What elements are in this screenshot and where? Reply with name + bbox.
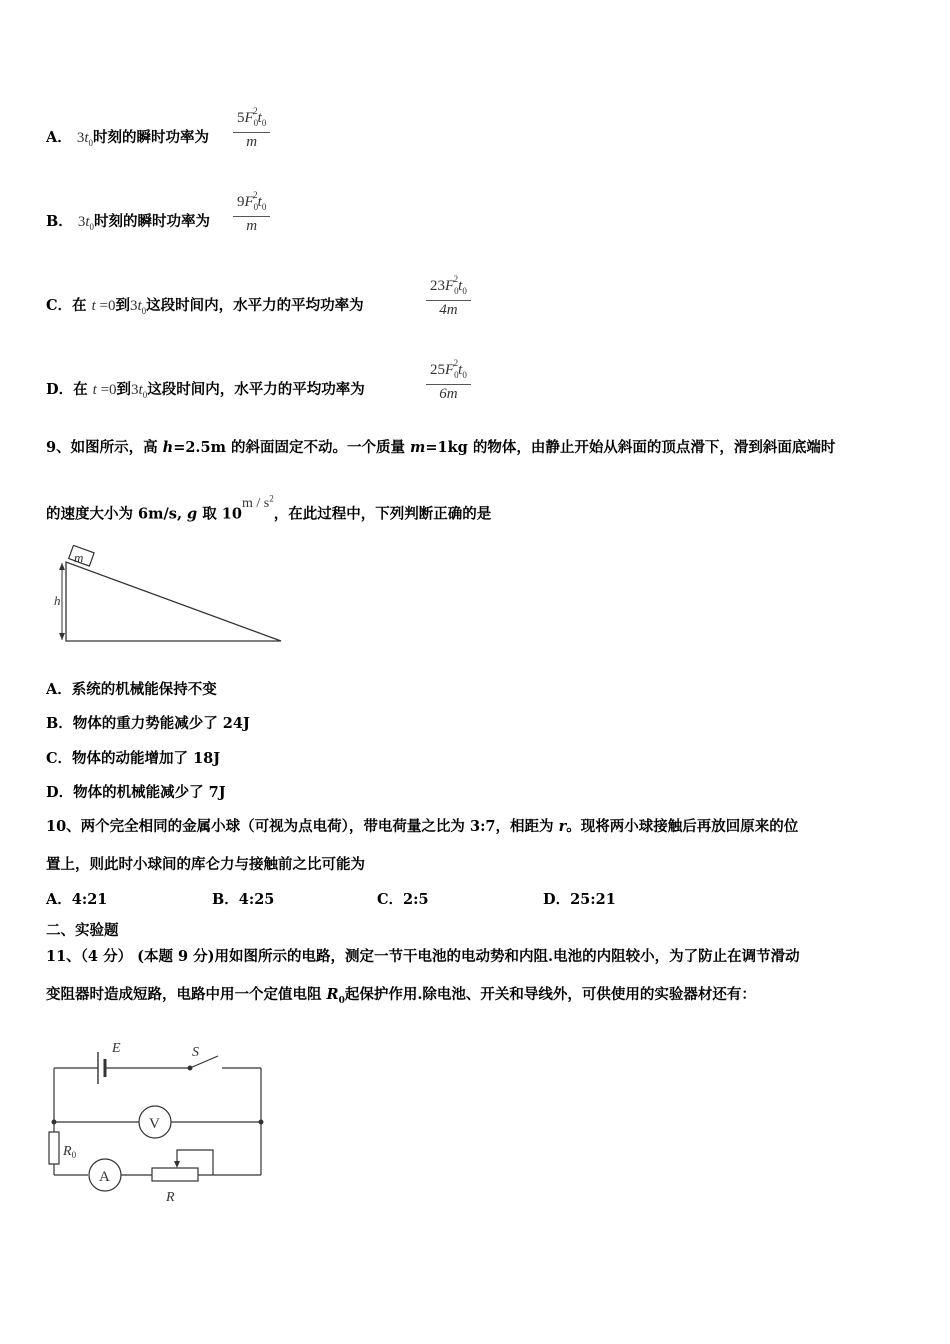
battery-label: E [112, 1041, 121, 1056]
time-expression: $3t_0$ [76, 130, 93, 148]
resistor-r0 [49, 1132, 59, 1164]
section-heading: 二、实验题 [46, 922, 119, 939]
q9-option-a: A．系统的机械能保持不变 [46, 681, 217, 698]
q8-option-d: D．在 t =0到$3t_0$这段时间内，水平力的平均功率为 [46, 381, 365, 400]
voltmeter-label: V [149, 1116, 160, 1132]
rheostat-slider [177, 1150, 213, 1175]
t-zero-expression: t =0 [92, 382, 117, 398]
t-zero-expression: t =0 [91, 298, 116, 314]
q10-option-a: A．4:21 [46, 891, 108, 908]
block-label: m [74, 550, 84, 565]
incline-figure [40, 545, 290, 647]
q9-option-d: D．物体的机械能减少了 7J [46, 784, 226, 801]
time-expression: $3t_0$ [130, 298, 147, 316]
q8-b-fraction: $\frac{9F_0^2t_0}{m}$ [233, 188, 270, 235]
q10-option-b: B．4:25 [212, 891, 275, 908]
q8-option-c: C．在 t =0到$3t_0$这段时间内，水平力的平均功率为 [46, 297, 364, 316]
incline-triangle [66, 562, 281, 641]
q8-c-fraction: $\frac{23F_0^2t_0}{4m}$ [426, 272, 471, 319]
q9-option-c: C．物体的动能增加了 18J [46, 750, 221, 767]
q10-stem-line1: 10、两个完全相同的金属小球（可视为点电荷），带电荷量之比为 3:7，相距为 r。现将两小球接触后再放回原来的位 [46, 818, 799, 835]
rheostat [152, 1168, 198, 1181]
q8-option-a: A． $3t_0$时刻的瞬时功率为 [46, 129, 209, 148]
q9-option-b: B．物体的重力势能减少了 24J [46, 715, 250, 732]
time-expression: $3t_0$ [131, 382, 148, 400]
q11-stem-line1: 11、（4 分） (本题 9 分)用如图所示的电路，测定一节干电池的电动势和内阻.电池的内阻较小，为了防止在调节滑动 [46, 948, 800, 965]
unit-expression: m / $s^2$ [241, 493, 274, 511]
q9-stem-line1: 9、如图所示，高 h=2.5m 的斜面固定不动。一个质量 m=1kg 的物体，由静止开始从斜面的顶点滑下，滑到斜面底端时 [46, 439, 836, 456]
q8-a-fraction: $\frac{5F_0^2t_0}{m}$ [233, 104, 270, 151]
ammeter-label: A [99, 1169, 110, 1185]
q10-option-d: D．25:21 [543, 891, 616, 908]
r0-label: $R_0$ [63, 1144, 77, 1160]
q8-option-b: B． $3t_0$时刻的瞬时功率为 [46, 213, 210, 232]
q8-d-fraction: $\frac{25F_0^2t_0}{6m}$ [426, 356, 471, 403]
rheostat-label: R [166, 1190, 175, 1205]
q9-stem-line2: 的速度大小为 6m/s, g 取 $10m / s^2$，在此过程中，下列判断正确的是 [46, 493, 492, 523]
q10-stem-line2: 置上，则此时小球间的库仑力与接触前之比可能为 [46, 856, 365, 873]
q10-option-c: C．2:5 [377, 891, 429, 908]
height-label: h [54, 593, 61, 608]
circuit-figure [40, 1030, 280, 1215]
time-expression: $3t_0$ [77, 214, 94, 232]
q11-stem-line2: 变阻器时造成短路，电路中用一个定值电阻 $R_0$起保护作用.除电池、开关和导线外，可供使用的实验器材还有： [46, 986, 756, 1006]
switch-label: S [192, 1045, 199, 1060]
